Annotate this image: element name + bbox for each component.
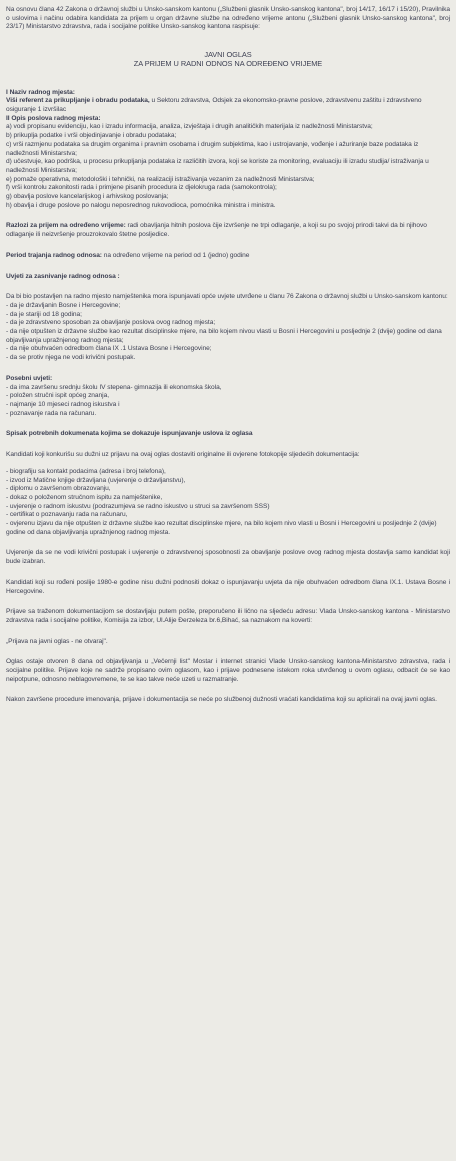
title-line-1: JAVNI OGLAS [204, 50, 252, 60]
general-condition-item: - da nije otpušten iz državne službe kao rezultat disciplinske mjere, na bilo kojem nivou vlasti u Bosni i Hercegovini u posljednje 2 (dvije) godine od dana objavljivanja upražnjenog radnog mjesta; [6, 328, 442, 344]
documents-heading: Spisak potrebnih dokumenata kojima se dokazuje ispunjavanje uslova iz oglasa [6, 430, 253, 438]
special-condition-item: - položen stručni ispit općeg znanja, [6, 392, 109, 400]
general-condition-item: - da je državljanin Bosne i Hercegovine; [6, 301, 121, 309]
special-condition-item: - najmanje 10 mjeseci radnog iskustva i [6, 401, 120, 408]
general-condition-item: - da nije obuhvaćen odredbom člana IX .1 Ustava Bosne i Hercegovine; [6, 345, 212, 353]
duty-item: b) prikuplja podatke i vrši objedinjavanje i obradu podataka; [6, 132, 177, 140]
position-title [6, 97, 450, 114]
duty-item: h) obavlja i druge poslove po nalogu neposrednog rukovodioca, pomoćnika ministra i ministra. [6, 201, 276, 209]
general-condition-item: - da se protiv njega ne vodi krivični postupak. [6, 354, 136, 362]
submission-address: Prijave sa traženom dokumentacijom se dostavljaju putem pošte, preporučeno ili lično na sljedeću adresu: Vlada Unsko-sanskog kantona - Ministarstvo zdravstva rada i socijalne politike, Komisija za izbor, Ul.Alije Đerzeleza br.6,Bihać, sa naznakom na koverti: [6, 608, 450, 624]
period-paragraph [6, 252, 450, 261]
document-item: - biografiju sa kontakt podacima (adresa i broj telefona), [6, 467, 166, 475]
duty-item: c) vrši razmjenu podataka sa drugim organima i pravnim osobama i drugim subjektima, kao i ustrojavanje, vođenje i ažuriranje baze podataka iz nadležnosti Ministarstva; [6, 140, 419, 157]
general-condition-item: - da je zdravstveno sposoban za obavljanje poslova ovog radnog mjesta; [6, 319, 216, 327]
special-condition-item: - poznavanje rada na računaru. [6, 409, 97, 417]
position-name: Viši referent za prikupljanje i obradu podataka, [6, 97, 150, 105]
special-condition-item: - da ima završenu srednju školu IV stepena- gimnazija ili ekonomska škola, [6, 383, 222, 391]
duties-list [6, 123, 450, 210]
closing-paragraph: Nakon završene procedure imenovanja, prijave i dokumentacija se neće po službenoj dužnosti vraćati kandidatima koji su aplicirali na ovaj javni oglas. [6, 696, 437, 704]
general-condition-item: - da je stariji od 18 godina; [6, 310, 82, 318]
general-conditions-intro: Da bi bio postavljen na radno mjesto namještenika mora ispunjavati opće uvjete utvrđene u članu 76 Zakona o državnoj službi u Unsko-sanskom kantonu: [6, 293, 448, 301]
duty-item: e) pomaže operativna, metodološki i tehnički, na realizaciji istraživanja vezanim za nadležnosti Ministarstva; [6, 175, 315, 183]
duty-item: f) vrši kontrolu zakonitosti rada i primjene pisanih procedura iz djelokruga rada (samokontrola); [6, 184, 277, 192]
document-item: - ovjerenu izjavu da nije otpušten iz državne službe kao rezultat disciplinske mjere, na bilo kojem nivo vlasti u Bosni i Hercegovini u posljednje 2 (dvije) godine od dana objavljivanja upražnjenog radnog mjesta. [6, 520, 437, 536]
duty-item: d) učestvuje, kao podrška, u procesu prikupljanja podataka iz različitih izvora, koji se koriste za monitoring, evaluaciju ili izradu studija/ istraživanja u nadležnosti Ministarstva; [6, 158, 429, 174]
reasons-label: Razlozi za prijem na određeno vrijeme: [6, 222, 126, 230]
documents-list [6, 468, 450, 538]
document-item: - uvjerenje o radnom iskustvu (podrazumjeva se radno iskustvo u struci sa završenom SSS) [6, 502, 270, 510]
title-line-2: ZA PRIJEM U RADNI ODNOS NA ODREĐENO VRIJEME [133, 59, 323, 69]
section-2-heading: II Opis poslova radnog mjesta: [6, 114, 101, 122]
reasons-text: radi obavljanja hitnih poslova čije izvršenje ne trpi odlaganje, a koji su po svojoj prirodi takvi da bi njihovo odlaganje ili neizvršenje prouzrokovalo štetne posljedice. [6, 222, 427, 239]
period-label: Period trajanja radnog odnosa: [6, 251, 102, 259]
deadline-paragraph: Oglas ostaje otvoren 8 dana od objavljivanja u „Večernji list" Mostar i internet stranici Vlade Unsko-sanskog kantona-Ministarstvo zdravstva, rada i socijalne politike. Prijave koje ne sadrže propisano ovim oglasom, kao i prijave podnesene istekom roka utvrđenog u ovom oglasu, odbacit će se kao neipotpune, odnosno neblagovremene, te se kao takve neće uzeti u razmatranje. [6, 658, 450, 683]
position-unit: u Sektoru zdravstva, Odsjek za ekonomsko-pravne poslove, zdravstvenu zaštitu i zdravstveno osiguranje 1 izvršilac [6, 97, 422, 114]
period-text: na određeno vrijeme na period od 1 (jedno) godine [101, 251, 250, 259]
duty-item: a) vodi propisanu evidenciju, kao i izradu informacija, analiza, izvještaja i drugih analitičkih materijala iz nadležnosti Ministarstva; [6, 123, 373, 131]
document-item: - certifikat o poznavanju rada na računaru, [6, 511, 128, 519]
intro-paragraph: Na osnovu člana 42 Zakona o državnoj službi u Unsko-sanskom kantonu („Službeni glasnik Unsko-sanskog kantona", broj 14/17, 16/17 i 15/20), Pravilnika o uslovima i načinu odabira kandidata za prijem u organ državne službe na određeno vrijeme antonu („Službeni glasnik Unsko-sanskog kantona", broj 23/17) Ministarstvo zdravstva, rada i socijalne politike Unsko-sanskog kantona raspisuje: [6, 6, 450, 31]
notice-title [6, 50, 450, 69]
special-conditions-heading: Posebni uvjeti: [6, 374, 53, 382]
special-conditions-list [6, 384, 450, 419]
document-item: - dokaz o položenom stručnom ispitu za namještenike, [6, 493, 163, 501]
envelope-marking: „Prijava na javni oglas - ne otvaraj". [6, 637, 108, 645]
duty-item: g) obavlja poslove kancelarijskog i arhivskog poslovanja; [6, 193, 169, 201]
general-conditions-list [6, 302, 450, 363]
document-item: - diplomu o završenom obrazovanju, [6, 485, 111, 493]
section-1-heading: I Naziv radnog mjesta: [6, 88, 75, 96]
reasons-paragraph [6, 222, 450, 239]
certificate-note: Uvjerenje da se ne vodi krivični postupak i uvjerenje o zdravstvenoj sposobnosti za obavljanje poslove ovog radnog mjesta dostavlja samo kandidat koji bude izabran. [6, 549, 450, 566]
birth-year-note: Kandidati koji su rođeni poslije 1980-e godine nisu dužni podnositi dokaz o ispunjavanju uvjeta da nije obuhvaćen odredbom člana IX.1. Ustava Bosne i Hercegovine. [6, 578, 450, 595]
documents-intro: Kandidati koji konkurišu su dužni uz prijavu na ovaj oglas dostaviti originalne ili ovjerene fotokopije sljedećih dokumentacija: [6, 451, 360, 459]
conditions-heading: Uvjeti za zasnivanje radnog odnosa : [6, 272, 120, 280]
document-item: - izvod iz Matične knjige državljana (uvjerenje o državljanstvu), [6, 476, 186, 484]
